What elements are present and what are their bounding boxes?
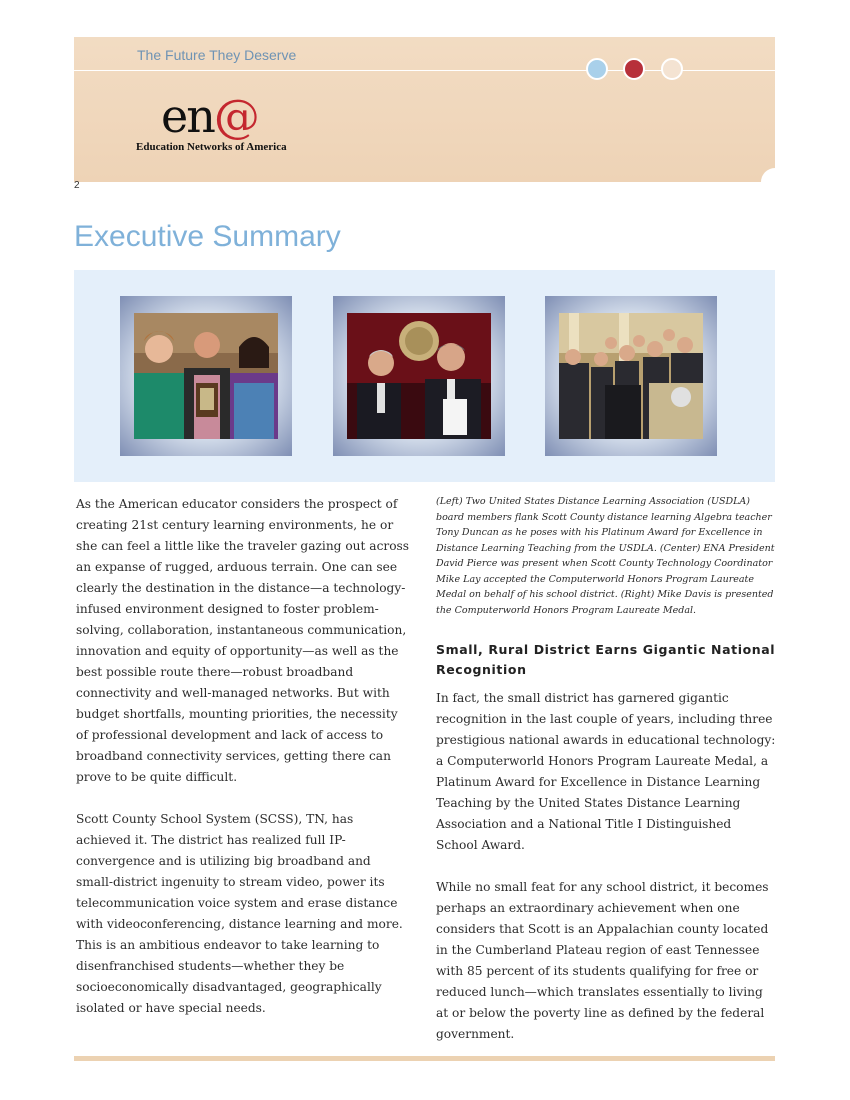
photo-frame-left — [120, 296, 292, 456]
decorative-dot-red — [623, 58, 645, 80]
photo-award-laureate-right — [559, 313, 703, 439]
body-paragraph: While no small feat for any school district, it becomes perhaps an extraordinary achievement when one considers that Scott is an Appalachian county located in the Cumberland Plateau region of east Tennessee with 85 percent of its students qualifying for free or reduced lunch—which translates essentially to living at or below the poverty line as defined by the federal government. — [436, 880, 769, 1041]
page-number: 2 — [74, 180, 80, 191]
logo-subtitle: Education Networks of America — [136, 141, 287, 153]
photo-frame-center — [333, 296, 505, 456]
page-title: Executive Summary — [74, 220, 341, 253]
section-subheading: Small, Rural District Earns Gigantic National Recognition — [436, 642, 776, 677]
body-paragraph: In fact, the small district has garnered gigantic recognition in the last couple of years, including three prestigious national awards in educational technology: a Computerworld Honors Program Laureate Medal, a Platinum Award for Excellence in Distance Learning Teaching by the United States Distance Learning Association and a National Title I Distinguished School Award. — [436, 691, 776, 852]
logo-at-sign: @ — [213, 89, 258, 143]
photo-award-laureate-center — [347, 313, 491, 439]
photo-band — [74, 270, 775, 482]
decorative-dot-cream — [661, 58, 683, 80]
photo-frame-right — [545, 296, 717, 456]
ena-logo — [161, 89, 258, 143]
photo-caption: (Left) Two United States Distance Learning Association (USDLA) board members flank Scott County distance learning Algebra teacher Tony Duncan as he poses with his Platinum Award for Excellence in Distance Learning Teaching from the USDLA. (Center) ENA President David Pierce was present when Scott County Technology Coordinator Mike Lay accepted the Computerworld Honors Program Laureate Medal on behalf of his school district. (Right) Mike Davis is presented the Computerworld Honors Program Laureate Medal. — [436, 496, 775, 616]
photo-award-platinum — [134, 313, 278, 439]
decorative-dot-blue — [586, 58, 608, 80]
logo-letters: en — [161, 89, 214, 143]
footer-rule — [74, 1056, 775, 1061]
left-column — [76, 494, 410, 1040]
header-banner — [74, 37, 775, 182]
right-column — [436, 494, 776, 1066]
body-paragraph: As the American educator considers the prospect of creating 21st century learning environments, he or she can feel a little like the traveler gazing out across an expanse of rugged, arduous terrain. One can see clearly the destination in the distance—a technology-infused environment designed to foster problem-solving, collaboration, instantaneous communication, innovation and equity of opportunity—as well as the best possible route there—robust broadband connectivity and well-managed networks. But with budget shortfalls, mounting priorities, the necessity of professional development and lack of access to broadband connectivity services, getting there can prove to be quite difficult. — [76, 497, 410, 784]
body-paragraph: Scott County School System (SCSS), TN, has achieved it. The district has realized full IP-convergence and is utilizing big broadband and small-district ingenuity to stream video, power its telecommunication voice system and erase distance with videoconferencing, distance learning and more. This is an ambitious endeavor to take learning to disenfranchised students—whether they be socioeconomically disadvantaged, geographically isolated or have special needs. — [76, 812, 403, 1015]
tagline: The Future They Deserve — [137, 47, 297, 63]
